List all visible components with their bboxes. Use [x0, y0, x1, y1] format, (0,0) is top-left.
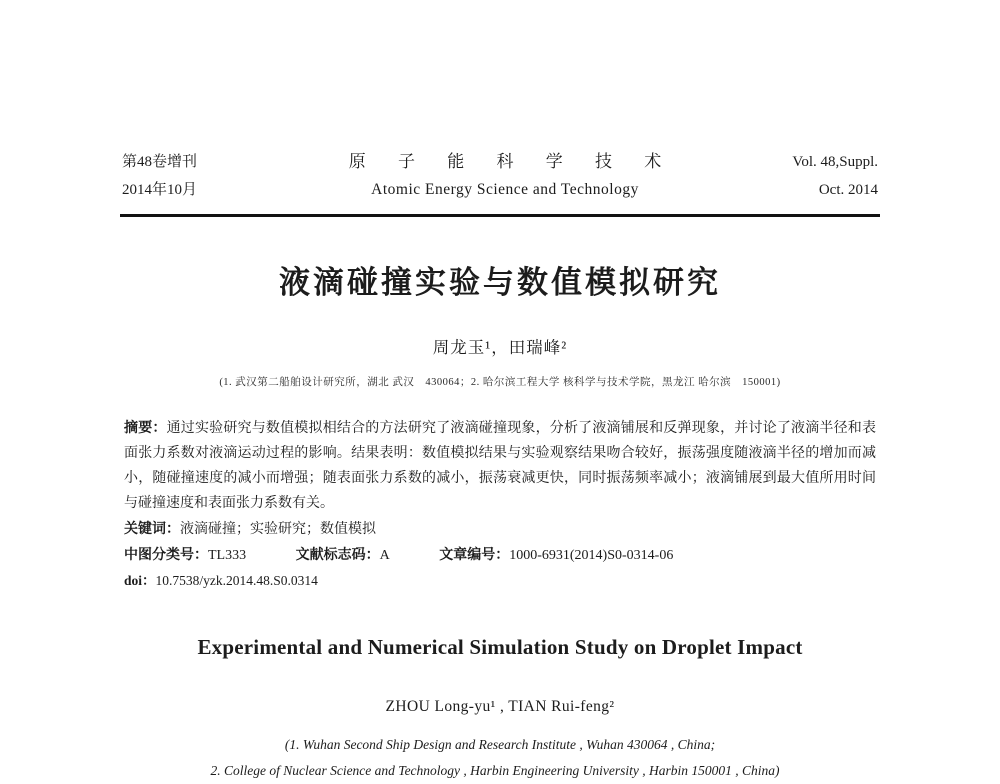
- clc-label: 中图分类号：: [124, 546, 208, 562]
- abstract-label: 摘要：: [124, 419, 167, 435]
- doc-code-value: A: [379, 548, 390, 563]
- affiliation-en-line1: (1. Wuhan Second Ship Design and Research Institute , Wuhan 430064 , China;: [284, 737, 716, 752]
- article-id-label: 文章编号：: [439, 546, 510, 562]
- issue-date-zh: 2014年10月: [122, 182, 198, 198]
- volume-info-en: Vol. 48,Suppl.: [792, 154, 878, 170]
- clc-item: [124, 548, 246, 563]
- article-title-en: Experimental and Numerical Simulation Study on Droplet Impact: [197, 635, 803, 659]
- keywords-line: [124, 516, 876, 542]
- abstract-block: [120, 415, 880, 593]
- abstract-text: 通过实验研究与数值模拟相结合的方法研究了液滴碰撞现象，分析了液滴铺展和反弹现象，并讨论了液滴半径和表面张力系数对液滴运动过程的影响。结果表明：数值模拟结果与实验观察结果吻合较好，振荡强度随液滴半径的增加而减小，随碰撞速度的减小而增强；随表面张力系数的减小，振荡衰减更快，同时振荡频率减小；液滴铺展到最大值所用时间与碰撞速度和表面张力系数有关。: [124, 421, 876, 511]
- issue-date-en: Oct. 2014: [818, 182, 878, 198]
- affiliation-en-line2: 2. College of Nuclear Science and Technology , Harbin Engineering University , Harbin 150001 , China): [210, 763, 780, 778]
- doc-code-label: 文献标志码：: [295, 546, 380, 562]
- doi-label: doi：: [124, 573, 156, 588]
- doi-line: [124, 568, 876, 593]
- doc-code-item: [296, 548, 390, 563]
- article-id-item: [439, 548, 673, 563]
- journal-title-zh: 原 子 能 科 学 技 术: [348, 152, 676, 171]
- article-id-value: 1000-6931(2014)S0-0314-06: [509, 548, 674, 563]
- article-title-zh: 液滴碰撞实验与数值模拟研究: [279, 265, 721, 300]
- affiliation-en: [120, 732, 880, 784]
- abstract-paragraph: [124, 415, 876, 516]
- header-right: [738, 148, 878, 204]
- journal-title-en: Atomic Energy Science and Technology: [371, 181, 639, 198]
- doi-value: 10.7538/yzk.2014.48.S0.0314: [155, 573, 318, 588]
- header-left: [122, 148, 272, 204]
- header-center: [272, 148, 738, 204]
- keywords-label: 关键词：: [124, 520, 180, 536]
- authors-zh: 周龙玉¹，田瑞峰²: [432, 338, 568, 357]
- authors-en: ZHOU Long-yu¹ , TIAN Rui-feng²: [385, 698, 615, 715]
- clc-value: TL333: [208, 548, 247, 563]
- paper-page: [120, 0, 880, 784]
- affiliation-zh: (1. 武汉第二船舶设计研究所，湖北 武汉 430064；2. 哈尔滨工程大学 核科学与技术学院，黑龙江 哈尔滨 150001): [219, 377, 781, 388]
- volume-info-zh: 第48卷增刊: [122, 154, 198, 170]
- keywords-text: 液滴碰撞；实验研究；数值模拟: [180, 522, 376, 537]
- journal-header: [120, 148, 880, 214]
- header-rule: [120, 214, 880, 217]
- classification-line: [124, 542, 876, 568]
